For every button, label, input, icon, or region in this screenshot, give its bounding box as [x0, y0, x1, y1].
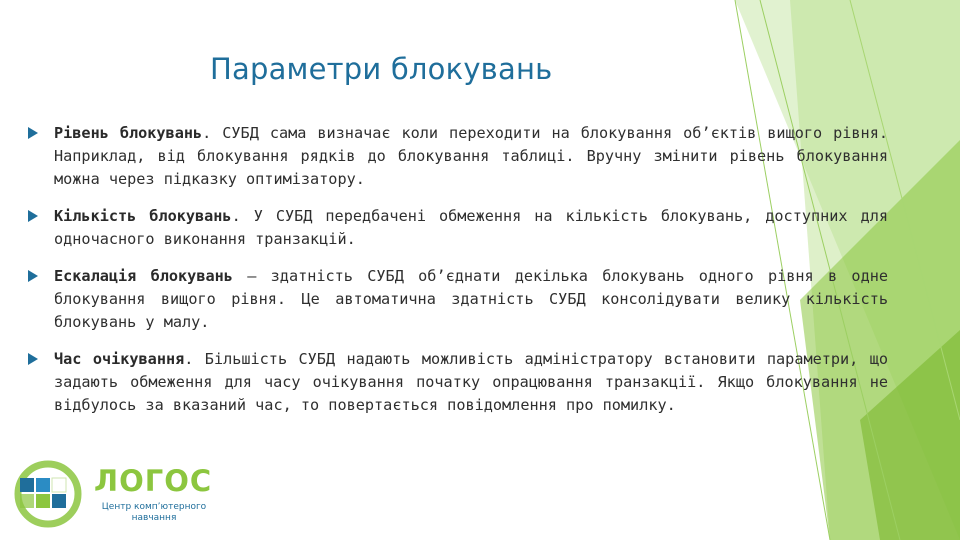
bullet-body: – здатність СУБД об’єднати декілька блокувань одного рівня в одне блокування вищого рівня. Це автоматична здатність СУБД консолідувати велику кількість блокувань у малу.	[54, 267, 889, 331]
triangle-bullet-icon	[28, 353, 38, 365]
bullet-body: . У СУБД передбачені обмеження на кількість блокувань, доступних для одночасного виконання транзакцій.	[54, 207, 888, 248]
bullet-text	[54, 122, 888, 191]
bullet-lock-escalation	[28, 265, 888, 334]
slide-title: Параметри блокувань	[210, 52, 553, 86]
bullet-lock-count	[28, 205, 888, 251]
bullet-wait-time	[28, 348, 888, 417]
logo-subtitle	[94, 502, 214, 524]
logo-subtitle-line1: Центр комп’ютерного	[101, 502, 207, 512]
bullet-term: Кількість блокувань	[54, 207, 232, 225]
bullet-body: . СУБД сама визначає коли переходити на блокування об’єктів вищого рівня. Наприклад, від блокування рядків до блокування таблиці. Вручну змінити рівень блокування можна через підказку оптимізатору.	[54, 124, 888, 188]
bullet-text	[54, 348, 888, 417]
bullet-text	[54, 265, 888, 334]
logo-name: ЛОГОС	[94, 464, 213, 498]
bullet-text	[54, 205, 888, 251]
bullet-term: Час очікування	[54, 350, 185, 368]
bullet-term: Ескалація блокувань	[54, 267, 233, 285]
logo-mark-icon	[14, 458, 84, 534]
logos-logo	[14, 458, 214, 534]
bullet-lock-level	[28, 122, 888, 191]
bullet-body: . Більшість СУБД надають можливість адміністратору встановити параметри, що задають обмеження для часу очікування початку опрацювання транзакції. Якщо блокування не відбулось за вказаний час, то повертається повідомлення про помилку.	[54, 350, 888, 414]
triangle-bullet-icon	[28, 210, 38, 222]
bullet-term: Рівень блокувань	[54, 124, 203, 142]
triangle-bullet-icon	[28, 127, 38, 139]
triangle-bullet-icon	[28, 270, 38, 282]
bullet-list	[28, 122, 888, 431]
logo-subtitle-line2: навчання	[131, 513, 177, 523]
